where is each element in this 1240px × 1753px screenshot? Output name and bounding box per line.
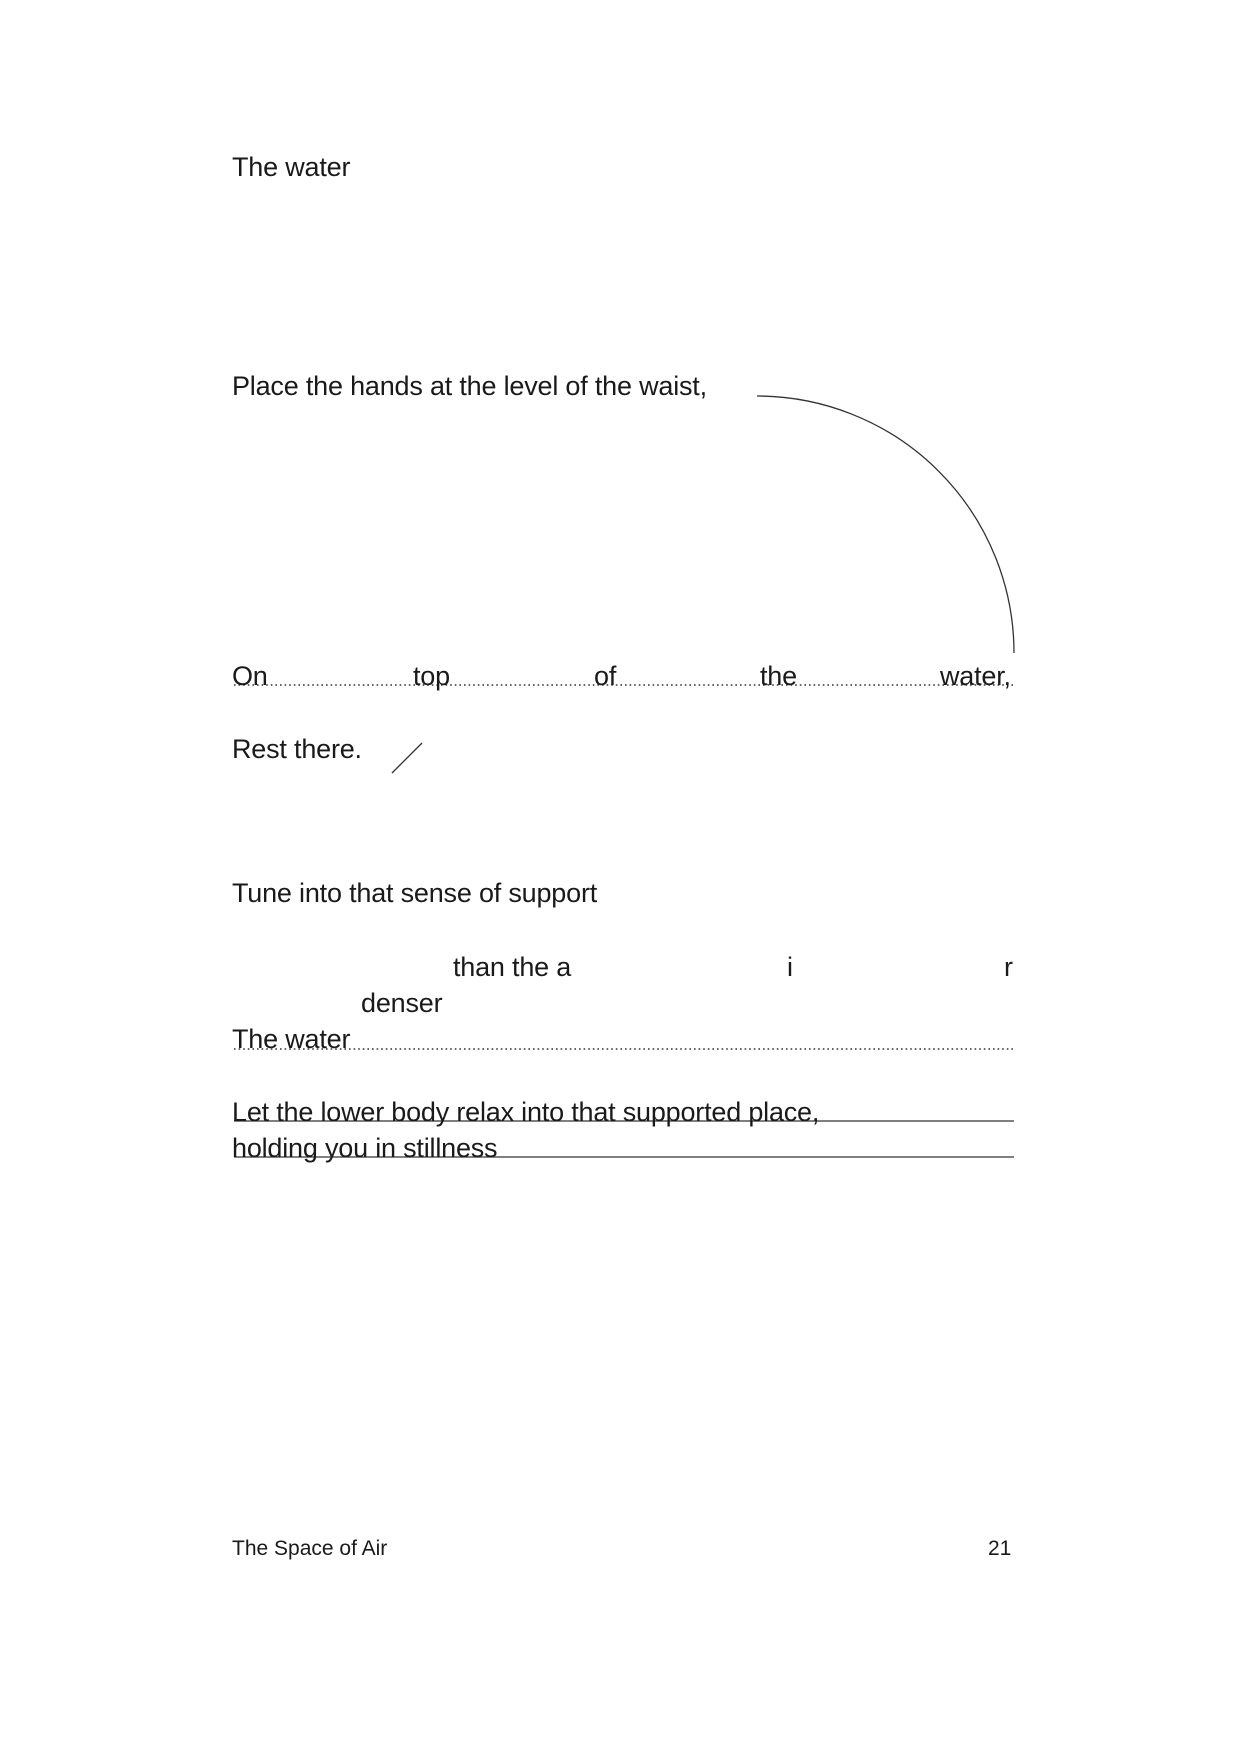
- poem-line-rest-there: Rest there.: [232, 734, 362, 764]
- poem-line-place-hands: Place the hands at the level of the waist,: [232, 371, 707, 401]
- poem-line-lower-body: Let the lower body relax into that supported place,: [232, 1097, 820, 1127]
- poem-fragment-i: i: [787, 952, 793, 982]
- word-of: of: [594, 661, 617, 691]
- word-water: water,: [940, 661, 1011, 691]
- word-top: top: [413, 661, 450, 691]
- slash-mark: [392, 743, 422, 773]
- poem-line-tune-into: Tune into that sense of support: [232, 878, 598, 908]
- word-the: the: [760, 661, 797, 691]
- poem-fragment-denser: denser: [361, 988, 443, 1018]
- word-on: On: [232, 661, 268, 691]
- footer-page-number: 21: [988, 1537, 1012, 1560]
- quarter-arc: [757, 396, 1014, 653]
- footer-book-title: The Space of Air: [232, 1537, 388, 1560]
- poem-line-the-water-2: The water: [232, 1024, 351, 1054]
- poem-fragment-r: r: [1004, 952, 1013, 982]
- poem-line-holding-you: holding you in stillness: [232, 1133, 498, 1163]
- poem-line-the-water: The water: [232, 152, 351, 182]
- poem-fragment-than-the-a: than the a: [453, 952, 572, 982]
